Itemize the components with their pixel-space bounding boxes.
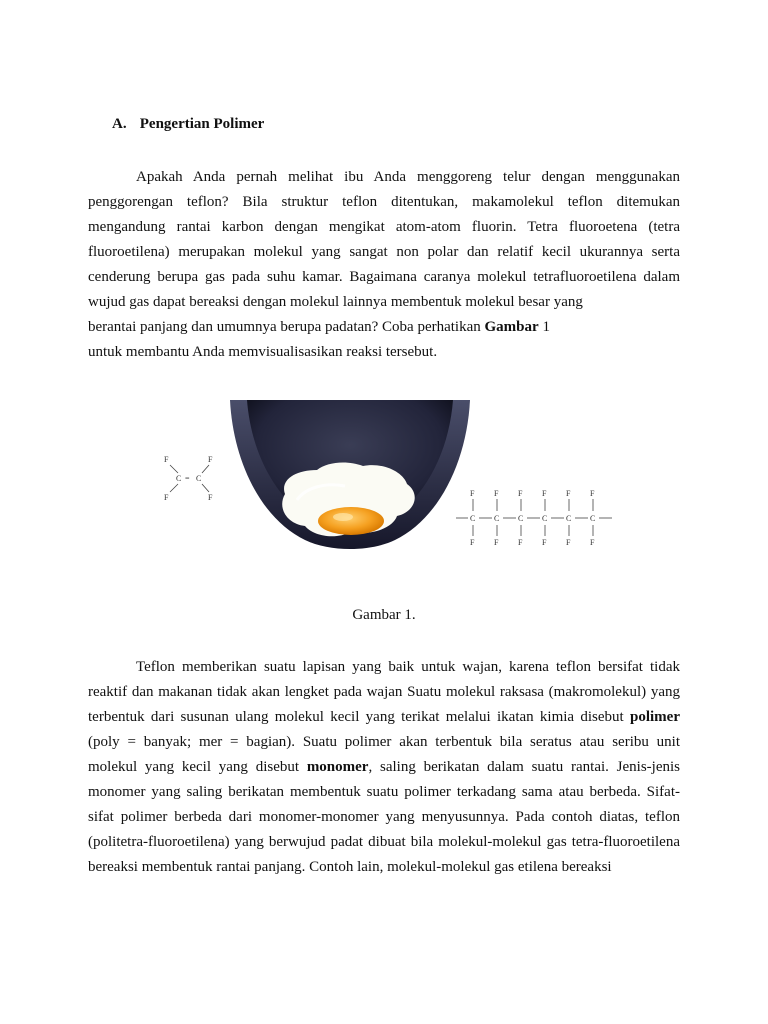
atom-f: F bbox=[494, 538, 499, 547]
frying-pan-photo bbox=[225, 400, 475, 555]
bond-line bbox=[170, 465, 178, 473]
atom-c: C bbox=[590, 514, 596, 523]
paragraph-line: untuk membantu Anda memvisualisasikan reaksi tersebut. bbox=[88, 344, 438, 360]
atom-f: F bbox=[566, 489, 571, 498]
atom-f: F bbox=[470, 489, 475, 498]
text-run: , saling berikatan dalam suatu rantai. Jenis-jenis bbox=[368, 759, 680, 775]
bond-line bbox=[202, 465, 209, 473]
paragraph-line bbox=[88, 755, 680, 780]
atom-c: C bbox=[176, 474, 182, 483]
atom-f: F bbox=[518, 538, 523, 547]
atom-c: C bbox=[196, 474, 202, 483]
paragraph-line: sifat polimer berbeda dari monomer-monomer yang menyusunnya. Pada contoh diatas, teflon bbox=[88, 809, 680, 825]
double-bond: = bbox=[185, 474, 190, 483]
paragraph-line: Apakah Anda pernah melihat ibu Anda menggoreng telur dengan menggunakan bbox=[136, 169, 680, 185]
polytetrafluoroethylene-structure bbox=[452, 488, 622, 548]
figure-teflon bbox=[150, 400, 620, 560]
atom-c: C bbox=[542, 514, 548, 523]
section-number: A. bbox=[112, 116, 127, 132]
atom-c: C bbox=[494, 514, 500, 523]
paragraph-line: monomer yang saling berikatan membentuk suatu polimer terkadang sama atau berbeda. Sifat- bbox=[88, 784, 680, 800]
atom-f: F bbox=[208, 455, 213, 464]
paragraph-line: (poly = banyak; mer = bagian). Suatu polimer akan terbentuk bila seratus atau seribu unit bbox=[88, 734, 680, 750]
term-monomer: monomer bbox=[306, 759, 369, 775]
atom-f: F bbox=[208, 493, 213, 502]
atom-f: F bbox=[590, 489, 595, 498]
atom-f: F bbox=[542, 489, 547, 498]
egg-yolk bbox=[318, 507, 384, 535]
text-run: molekul yang kecil yang disebut bbox=[88, 759, 307, 775]
paragraph-line: mengandung rantai karbon dengan mengikat atom-atom fluorin. Tetra fluoroetena (tetra bbox=[88, 219, 680, 235]
polymer-paragraph bbox=[88, 655, 680, 880]
paragraph-line bbox=[88, 705, 680, 730]
atom-f: F bbox=[518, 489, 523, 498]
paragraph-line: (politetra-fluoroetilena) yang berwujud padat dibuat bila molekul-molekul gas tetra-fluoroetilena bbox=[88, 834, 680, 850]
atom-f: F bbox=[590, 538, 595, 547]
section-heading bbox=[112, 116, 264, 133]
bond-line bbox=[170, 484, 178, 492]
text-run: terbentuk dari susunan ulang molekul kecil yang terikat melalui ikatan kimia disebut bbox=[88, 709, 630, 725]
paragraph-line: Teflon memberikan suatu lapisan yang baik untuk wajan, karena teflon bersifat tidak bbox=[136, 659, 680, 675]
paragraph-line: reaktif dan makanan tidak akan lengket pada wajan Suatu molekul raksasa (makromolekul) yang bbox=[88, 684, 680, 700]
paragraph-line: fluoroetilena) merupakan molekul yang sangat non polar dan relatif kecil ukurannya serta bbox=[88, 244, 680, 260]
atom-f: F bbox=[542, 538, 547, 547]
term-polimer: polimer bbox=[630, 709, 680, 725]
text-run: 1 bbox=[538, 319, 550, 335]
atom-c: C bbox=[518, 514, 524, 523]
paragraph-line bbox=[88, 315, 680, 340]
paragraph-line: penggorengan teflon? Bila struktur teflon ditentukan, makamolekul teflon ditemukan bbox=[88, 194, 680, 210]
paragraph-line: cenderung berupa gas pada suhu kamar. Bagaimana caranya molekul tetrafluoroetilena dalam bbox=[88, 269, 680, 285]
intro-paragraph bbox=[88, 165, 680, 365]
atom-f: F bbox=[566, 538, 571, 547]
atom-f: F bbox=[470, 538, 475, 547]
section-title: Pengertian Polimer bbox=[139, 116, 265, 132]
atom-c: C bbox=[470, 514, 476, 523]
atom-c: C bbox=[566, 514, 572, 523]
text-run: berantai panjang dan umumnya berupa padatan? Coba perhatikan bbox=[88, 319, 485, 335]
paragraph-line: bereaksi membentuk rantai panjang. Contoh lain, molekul-molekul gas etilena bereaksi bbox=[88, 859, 612, 875]
bond-line bbox=[202, 484, 209, 492]
yolk-highlight bbox=[333, 513, 353, 521]
figure-reference: Gambar bbox=[484, 319, 539, 335]
atom-f: F bbox=[164, 493, 169, 502]
paragraph-line: wujud gas dapat bereaksi dengan molekul lainnya membentuk molekul besar yang bbox=[88, 294, 583, 310]
figure-caption: Gambar 1. bbox=[352, 607, 416, 623]
tetrafluoroethylene-structure bbox=[158, 452, 228, 512]
atom-f: F bbox=[164, 455, 169, 464]
atom-f: F bbox=[494, 489, 499, 498]
